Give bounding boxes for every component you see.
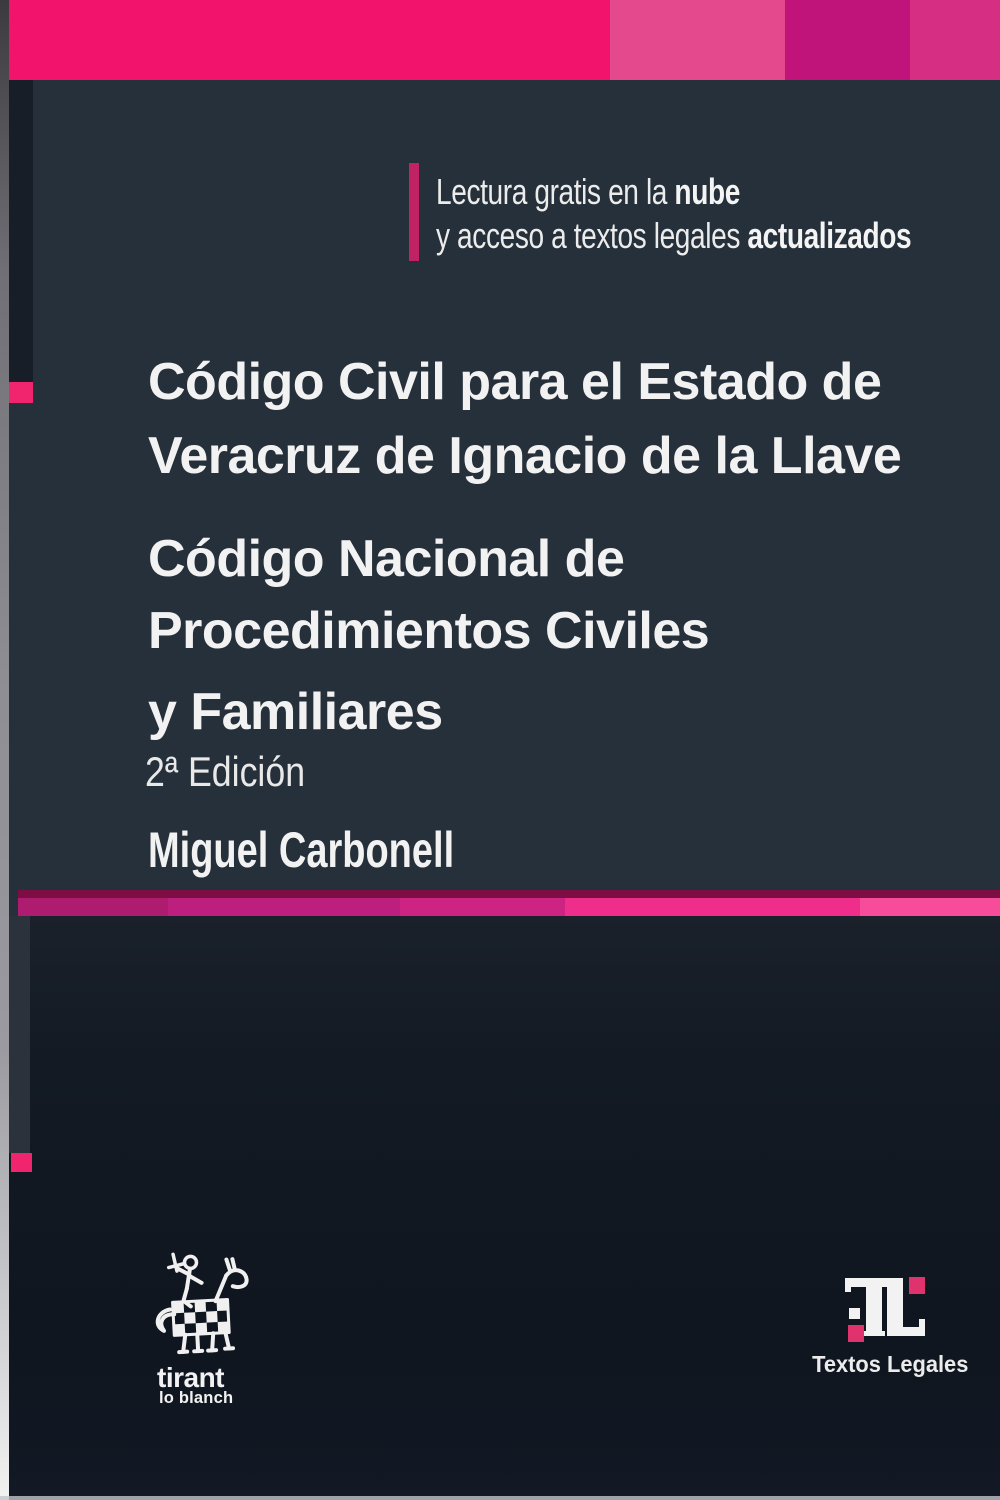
pink-accent-square-upper <box>8 382 33 403</box>
top-banner-segment <box>910 0 1000 80</box>
middle-bar-segment <box>565 898 860 916</box>
edition-label: 2ª Edición <box>145 748 306 795</box>
pink-accent-square-lower <box>11 1153 32 1172</box>
tagline-line2-regular: y acceso a textos legales <box>436 215 748 256</box>
middle-pink-bar <box>18 890 1000 916</box>
tagline-line1-regular: Lectura gratis en la <box>436 171 675 212</box>
middle-bar-segment <box>18 898 168 916</box>
middle-bar-segment <box>400 898 565 916</box>
top-banner-segment <box>0 0 610 80</box>
top-banner-segment <box>785 0 910 80</box>
title-secondary-line1: Código Nacional de <box>148 530 625 588</box>
tagline-line1 <box>436 171 826 212</box>
scan-edge-left <box>0 0 9 1500</box>
publisher-name: tirant <box>157 1362 224 1393</box>
textos-legales-monogram-icon <box>838 1272 938 1352</box>
top-banner-segment <box>610 0 785 80</box>
title-secondary-line3: y Familiares <box>148 683 443 741</box>
title-secondary-line2: Procedimientos Civiles <box>148 602 710 660</box>
middle-bar-segment <box>860 898 1000 916</box>
left-ribbon-upper <box>9 80 33 382</box>
title-primary-line1: Código Civil para el Estado de <box>148 353 882 411</box>
publisher-subname: lo blanch <box>159 1389 234 1407</box>
tagline-line1-bold: nube <box>674 171 740 212</box>
lower-background <box>0 916 1000 1500</box>
knight-on-horse-icon <box>146 1250 252 1358</box>
top-banner <box>0 0 1000 80</box>
title-primary-line2: Veracruz de Ignacio de la Llave <box>148 427 902 485</box>
author-name: Miguel Carbonell <box>148 822 455 878</box>
tagline-rule <box>409 163 419 261</box>
tagline-line2 <box>436 215 1000 256</box>
left-ribbon-lower <box>9 916 30 1153</box>
collection-label: Textos Legales <box>811 1351 969 1377</box>
tagline-line2-bold: actualizados <box>747 215 912 256</box>
scan-edge-bottom <box>0 1496 1000 1500</box>
middle-bar-segment <box>168 898 400 916</box>
